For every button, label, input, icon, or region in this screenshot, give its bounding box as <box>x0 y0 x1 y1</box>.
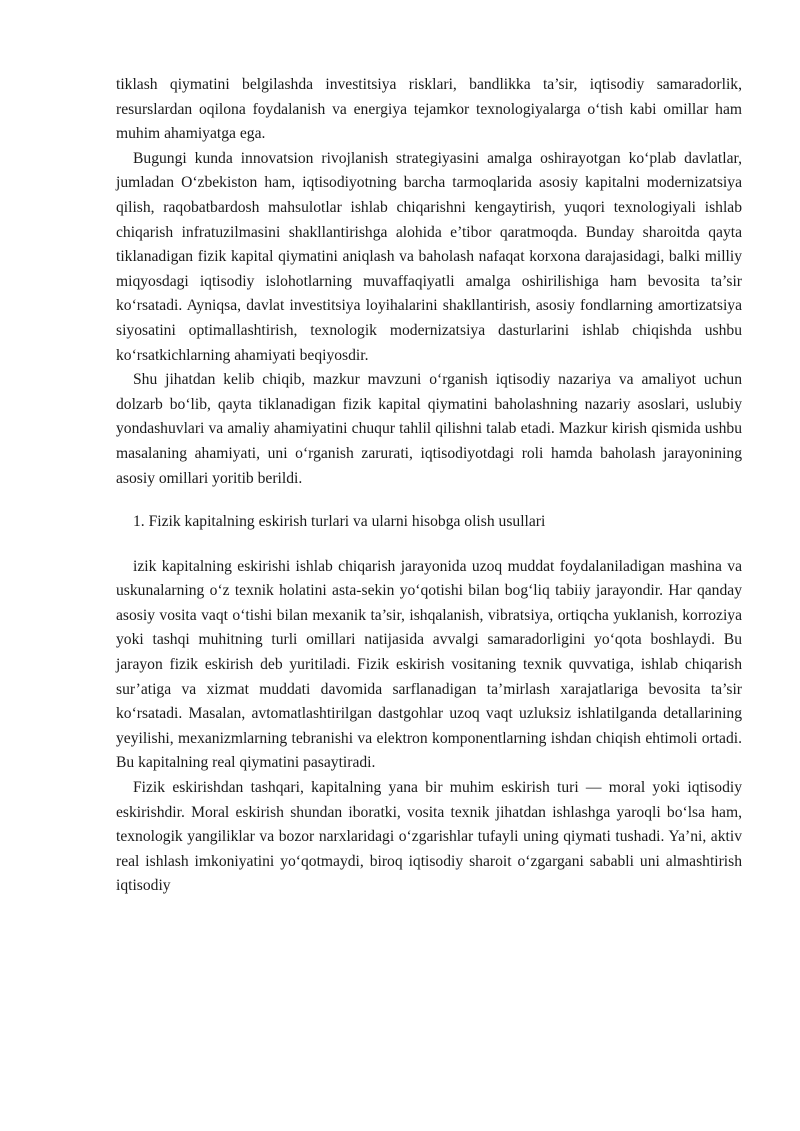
paragraph-innovation: Bugungi kunda innovatsion rivojlanish strategiyasini amalga oshirayotgan ko‘plab davlatlar, jumladan O‘zbekiston ham, iqtisodiyotning barcha tarmoqlarida asosiy kapitalni modernizatsiya qilish, raqobatbardosh mahsulotlar ishlab chiqarishni kengaytirish, yuqori texnologiyali ishlab chiqarish infratuzilmasini shakllantirishga alohida e’tibor qaratmoqda. Bunday sharoitda qayta tiklanadigan fizik kapital qiymatini aniqlash va baholash nafaqat korxona darajasidagi, balki milliy miqyosdagi iqtisodiy islohotlarning muvaffaqiyatli amalga oshirilishiga ham bevosita ta’sir ko‘rsatadi. Ayniqsa, davlat investitsiya loyihalarini shakllantirish, asosiy fondlarning amortizatsiya siyosatini optimallashtirish, texnologik modernizatsiya dasturlarini ishlab chiqishda ushbu ko‘rsatkichlarning ahamiyati beqiyosdir. <box>116 149 742 364</box>
paragraph-continuation: tiklash qiymatini belgilashda investitsiya risklari, bandlikka ta’sir, iqtisodiy samaradorlik, resurslardan oqilona foydalanish va energiya tejamkor texnologiyalarga o‘tish kabi omillar ham muhim ahamiyatga ega. <box>116 76 742 143</box>
paragraph-physical-depreciation: izik kapitalning eskirishi ishlab chiqarish jarayonida uzoq muddat foydalaniladigan mashina va uskunalarning o‘z texnik holatini asta-sekin yo‘qotishi bilan bog‘liq tabiiy jarayondir. Har qanday asosiy vosita vaqt o‘tishi bilan mexanik ta’sir, ishqalanish, vibratsiya, ortiqcha yuklanish, korroziya yoki tashqi muhitning turli omillari natijasida avvalgi samaradorligini yo‘qota boshlaydi. Bu jarayon fizik eskirish deb yuritiladi. Fizik eskirish vositaning texnik quvvatiga, ishlab chiqarish sur’atiga va xizmat muddati davomida sarflanadigan ta’mirlash xarajatlariga bevosita ta’sir ko‘rsatadi. Masalan, avtomatlashtirilgan dastgohlar uzoq vaqt uzluksiz ishlatilganda detallarining yeyilishi, mexanizmlarning tebranishi va elektron komponentlarning ishdan chiqish ehtimoli ortadi. Bu kapitalning real qiymatini pasaytiradi. <box>116 557 742 772</box>
paragraph-moral-depreciation: Fizik eskirishdan tashqari, kapitalning yana bir muhim eskirish turi — moral yoki iqtisodiy eskirishdir. Moral eskirish shundan iboratki, vosita texnik jihatdan ishlashga yaroqli bo‘lsa ham, texnologik yangiliklar va bozor narxlaridagi o‘zgarishlar tufayli uning qiymati tushadi. Ya’ni, aktiv real ishlash imkoniyatini yo‘qotmaydi, biroq iqtisodiy sharoit o‘zgargani sababli uni almashtirish iqtisodiy <box>116 779 742 895</box>
document-page <box>116 73 742 899</box>
paragraph-introduction-summary: Shu jihatdan kelib chiqib, mazkur mavzuni o‘rganish iqtisodiy nazariya va amaliyot uchun dolzarb bo‘lib, qayta tiklanadigan fizik kapital qiymatini baholashning nazariy asoslari, uslubiy yondashuvlari va amaliy ahamiyatini chuqur tahlil qilishni talab etadi. Mazkur kirish qismida ushbu masalaning ahamiyati, uni o‘rganish zarurati, iqtisodiyotdagi roli hamda baholash jarayonining asosiy omillari yoritib berildi. <box>116 371 742 487</box>
section-heading: 1. Fizik kapitalning eskirish turlari va ularni hisobga olish usullari <box>133 513 546 531</box>
